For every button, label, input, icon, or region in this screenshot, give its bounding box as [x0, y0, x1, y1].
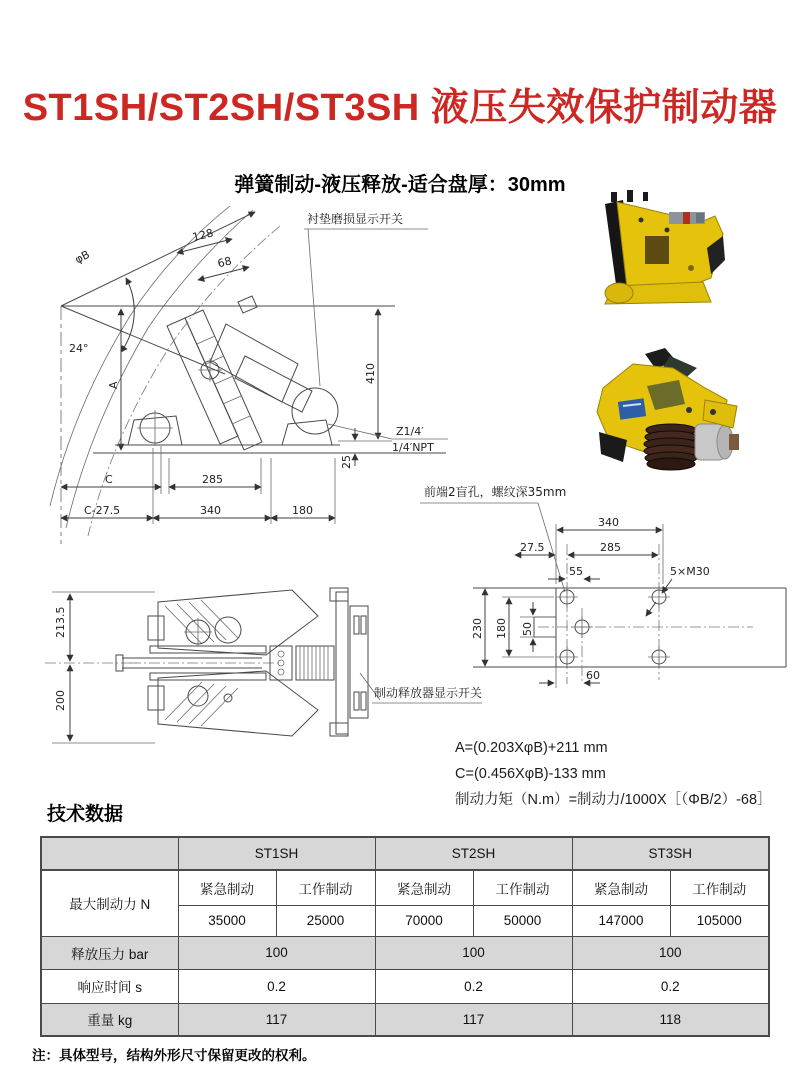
- mode-emergency: 紧急制动: [375, 870, 473, 905]
- dim-213-5: 213.5: [54, 606, 67, 638]
- model-st2sh: ST2SH: [375, 837, 572, 870]
- blind-holes-callout: 前端2盲孔，螺纹深35mm: [424, 485, 567, 499]
- wear-switch-callout: 衬垫磨损显示开关: [307, 212, 404, 226]
- page-title: ST1SH/ST2SH/ST3SH 液压失效保护制动器: [22, 87, 778, 129]
- mode-emergency: 紧急制动: [178, 870, 276, 905]
- page-subtitle: 弹簧制动-液压释放-适合盘厚：30mm: [234, 174, 566, 196]
- weight-value: 118: [572, 1003, 769, 1036]
- dim-55: 55: [569, 565, 583, 578]
- release-pressure-value: 100: [178, 936, 375, 969]
- weight-row: [41, 1003, 769, 1036]
- dim-180: 180: [292, 504, 313, 517]
- response-time-value: 0.2: [375, 969, 572, 1003]
- max-force-value: 147000: [572, 905, 670, 936]
- dim-50: 50: [521, 622, 534, 636]
- mode-service: 工作制动: [670, 870, 769, 905]
- max-force-value: 70000: [375, 905, 473, 936]
- model-st3sh: ST3SH: [572, 837, 769, 870]
- dim-25: 25: [340, 455, 353, 469]
- dim-c: C: [105, 473, 113, 486]
- response-time-label: 响应时间 s: [41, 969, 178, 1003]
- mode-emergency: 紧急制动: [572, 870, 670, 905]
- tech-data-table: [40, 836, 770, 1037]
- release-pressure-value: 100: [375, 936, 572, 969]
- mode-service: 工作制动: [276, 870, 375, 905]
- dim-60: 60: [586, 669, 600, 682]
- weight-value: 117: [178, 1003, 375, 1036]
- dim-128: 128: [191, 226, 215, 245]
- dim-200: 200: [54, 690, 67, 711]
- release-pressure-row: [41, 936, 769, 969]
- port-z14-label: Z1/4′: [396, 425, 424, 438]
- port-npt-label: 1/4′NPT: [392, 441, 434, 454]
- max-force-value: 50000: [473, 905, 572, 936]
- max-force-label: 最大制动力 N: [41, 870, 178, 936]
- dim-68: 68: [216, 254, 233, 271]
- max-force-value: 35000: [178, 905, 276, 936]
- weight-value: 117: [375, 1003, 572, 1036]
- formula-c: C=(0.456XφB)-133 mm: [455, 766, 606, 782]
- response-time-value: 0.2: [572, 969, 769, 1003]
- corner-cell: [41, 837, 178, 870]
- thread-spec-label: 5×M30: [670, 565, 710, 578]
- tech-data-section-title: 技术数据: [47, 804, 124, 825]
- model-st1sh: ST1SH: [178, 837, 375, 870]
- dim-27-5: 27.5: [520, 541, 545, 554]
- max-force-value: 105000: [670, 905, 769, 936]
- dim-410: 410: [364, 363, 377, 384]
- dim-a: A: [107, 381, 120, 389]
- release-switch-callout: 制动释放器显示开关: [374, 686, 483, 700]
- formula-a: A=(0.203XφB)+211 mm: [455, 740, 608, 756]
- product-photo-top: [583, 190, 738, 312]
- dim-285: 285: [600, 541, 621, 554]
- mode-service: 工作制动: [473, 870, 572, 905]
- dim-230: 230: [471, 618, 484, 639]
- mounting-face-drawing: [408, 482, 798, 707]
- dim-340: 340: [598, 516, 619, 529]
- model-header-row: [41, 837, 769, 870]
- dim-180: 180: [495, 618, 508, 639]
- dim-c275: C-27.5: [84, 504, 121, 517]
- response-time-row: [41, 969, 769, 1003]
- formula-torque: 制动力矩（N.m）=制动力/1000X［（ΦB/2）-68］: [455, 792, 772, 808]
- weight-label: 重量 kg: [41, 1003, 178, 1036]
- footnote: 注：具体型号，结构外形尺寸保留更改的权利。: [32, 1048, 316, 1063]
- dim-angle-24: 24°: [69, 342, 89, 355]
- release-pressure-value: 100: [572, 936, 769, 969]
- bellows-spring: [644, 424, 698, 470]
- side-view-drawing: [30, 206, 454, 546]
- release-pressure-label: 释放压力 bar: [41, 936, 178, 969]
- product-photo-bottom: [585, 348, 745, 483]
- formula-block: [455, 735, 772, 813]
- max-force-value: 25000: [276, 905, 375, 936]
- dim-340: 340: [200, 504, 221, 517]
- dim-285: 285: [202, 473, 223, 486]
- brake-mode-row: [41, 870, 769, 905]
- dim-phi-b: φB: [72, 247, 92, 267]
- response-time-value: 0.2: [178, 969, 375, 1003]
